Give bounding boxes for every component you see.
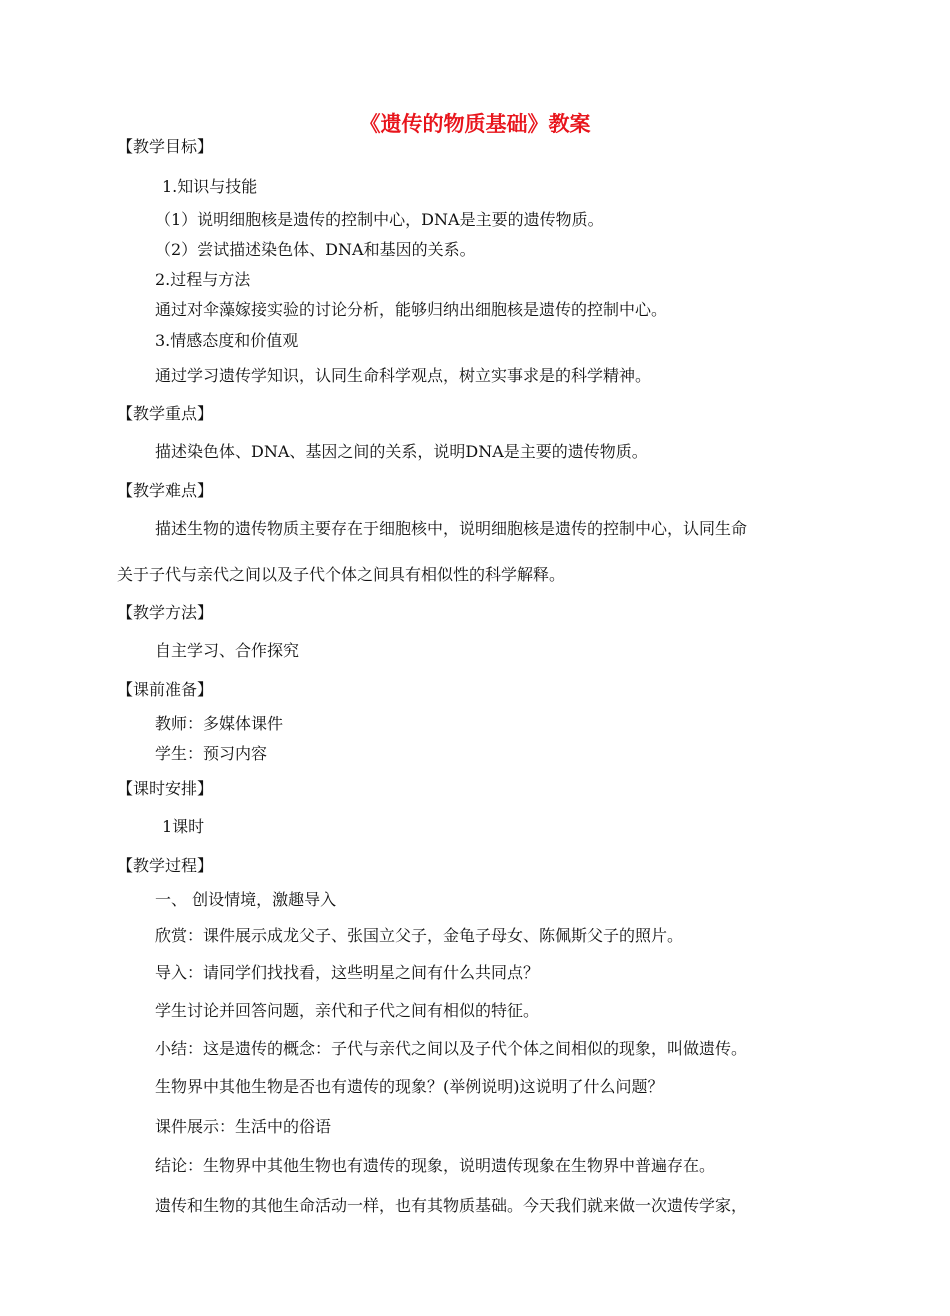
section-heading-difficulties: 【教学难点】 <box>117 481 214 500</box>
subheading-step-one: 一、 创设情境，激趣导入 <box>155 890 337 909</box>
paragraph-line: 教师：多媒体课件 <box>155 714 284 733</box>
paragraph-line: 结论：生物界中其他生物也有遗传的现象，说明遗传现象在生物界中普遍存在。 <box>155 1156 716 1175</box>
section-heading-methods: 【教学方法】 <box>117 603 214 622</box>
paragraph-line: 关于子代与亲代之间以及子代个体之间具有相似性的科学解释。 <box>117 565 566 584</box>
document-title: 《遗传的物质基础》教案 <box>359 112 591 136</box>
subheading-knowledge: 1.知识与技能 <box>162 177 258 196</box>
paragraph-line: 描述染色体、DNA、基因之间的关系，说明DNA是主要的遗传物质。 <box>155 442 648 461</box>
paragraph-line: 欣赏：课件展示成龙父子、张国立父子，金龟子母女、陈佩斯父子的照片。 <box>155 926 684 945</box>
paragraph-line: （2）尝试描述染色体、DNA和基因的关系。 <box>155 240 476 259</box>
paragraph-line: 学生讨论并回答问题，亲代和子代之间有相似的特征。 <box>155 1001 540 1020</box>
subheading-process: 2.过程与方法 <box>155 270 251 289</box>
paragraph-line: 小结：这是遗传的概念：子代与亲代之间以及子代个体之间相似的现象，叫做遗传。 <box>155 1039 748 1058</box>
paragraph-line: 通过学习遗传学知识，认同生命科学观点，树立实事求是的科学精神。 <box>155 366 652 385</box>
section-heading-objectives: 【教学目标】 <box>117 137 214 156</box>
paragraph-line: 通过对伞藻嫁接实验的讨论分析，能够归纳出细胞核是遗传的控制中心。 <box>155 300 668 319</box>
section-heading-preparation: 【课前准备】 <box>117 680 214 699</box>
section-heading-key-points: 【教学重点】 <box>117 404 214 423</box>
section-heading-schedule: 【课时安排】 <box>117 779 214 798</box>
section-heading-process: 【教学过程】 <box>117 856 214 875</box>
paragraph-line: 生物界中其他生物是否也有遗传的现象？(举例说明)这说明了什么问题？ <box>155 1077 664 1096</box>
paragraph-line: 自主学习、合作探究 <box>155 641 300 660</box>
paragraph-line: 1课时 <box>162 817 205 836</box>
paragraph-line: 遗传和生物的其他生命活动一样，也有其物质基础。今天我们就来做一次遗传学家， <box>155 1196 748 1215</box>
paragraph-line: 导入：请同学们找找看，这些明星之间有什么共同点？ <box>155 963 540 982</box>
paragraph-line: 描述生物的遗传物质主要存在于细胞核中，说明细胞核是遗传的控制中心，认同生命 <box>155 519 748 538</box>
paragraph-line: （1）说明细胞核是遗传的控制中心，DNA是主要的遗传物质。 <box>155 210 604 229</box>
paragraph-line: 课件展示：生活中的俗语 <box>155 1117 332 1136</box>
paragraph-line: 学生：预习内容 <box>155 744 268 763</box>
subheading-attitude: 3.情感态度和价值观 <box>155 331 299 350</box>
